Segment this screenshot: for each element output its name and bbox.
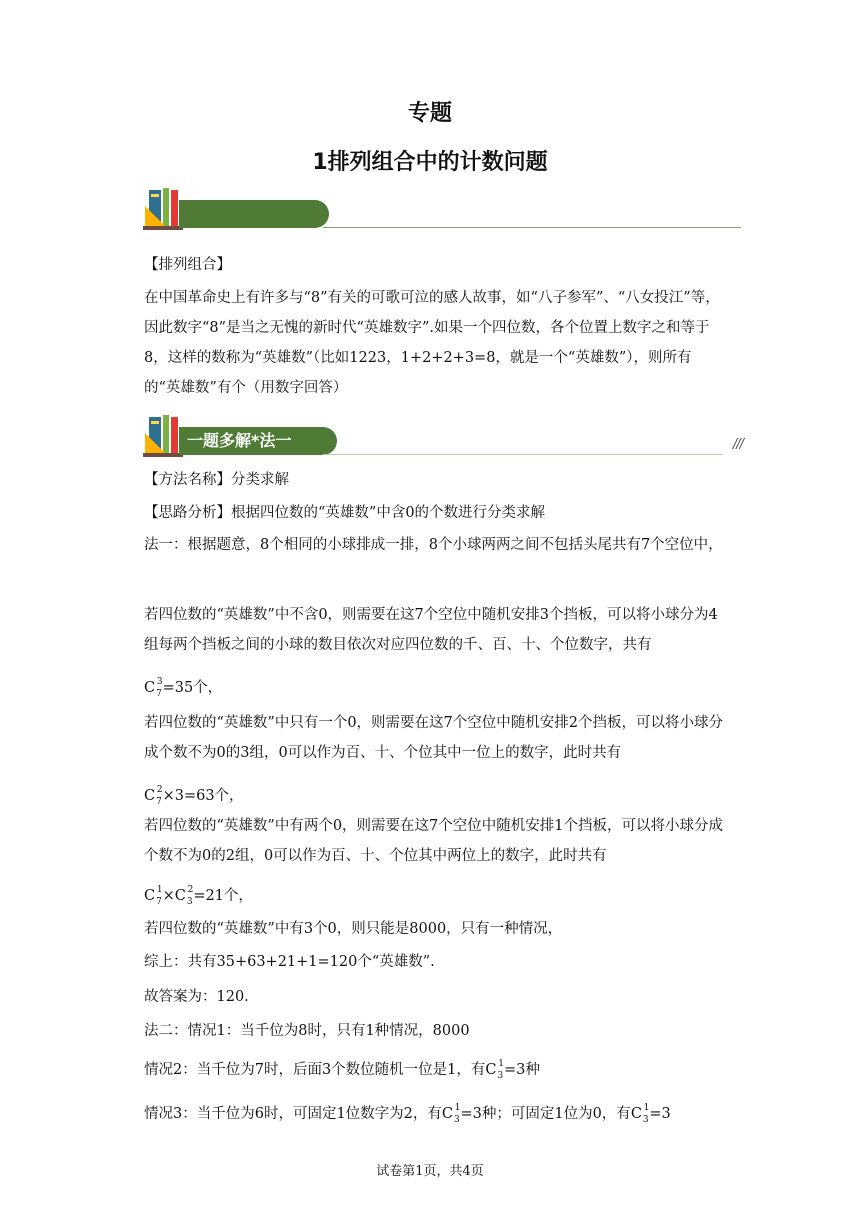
slash-mark: /// (732, 437, 743, 452)
solution-p8: 法二：情况1：当千位为8时，只有1种情况，8000 (144, 1023, 470, 1039)
formula-1-text: =35个， (162, 680, 223, 696)
divider-line (323, 227, 741, 228)
method-name: 【方法名称】分类求解 (144, 472, 289, 488)
banner-label: 一题多解*法一 (179, 427, 337, 455)
formula-2 (144, 784, 244, 807)
page-footer: 试卷第1页，共4页 (376, 1164, 484, 1179)
comb-symbol: $C_7^3$ (144, 677, 163, 699)
comb-symbol: $C_3^1$ (441, 1103, 461, 1125)
page-title-line2: 1排列组合中的计数问题 (312, 150, 548, 175)
divider-line (323, 454, 723, 455)
formula-3-text: =21个， (193, 888, 253, 904)
solution-p4: 若四位数的“英雄数”中有两个0，则需要在这7个空位中随机安排1个挡板，可以将小球分成个数不为0的2组，0可以作为百、十、个位其中两位上的数字，此时共有 (144, 818, 723, 864)
solution-p5: 若四位数的“英雄数”中有3个0，则只能是8000，只有一种情况， (144, 921, 563, 937)
formula-1 (144, 676, 222, 699)
formula-3: $C_7^1\times C_3^2=21$个， (144, 885, 253, 907)
solution-p9: 情况2：当千位为7时，后面3个数位随机一位是1，有$C_3^1=3$种 (144, 1059, 540, 1081)
solution-p6: 综上：共有35+63+21+1=120个“英雄数”. (144, 954, 435, 970)
section-banner (143, 186, 743, 232)
problem-text: 在中国革命史上有许多与“8”有关的可歌可泣的感人故事，如“八子参军”、“八女投江”等，因此数字“8”是当之无愧的新时代“英雄数字”.如果一个四位数，各个位置上数字之和等于8，这样的数称为“英雄数”（比如1223，1+2+2+3=8，就是一个“英雄数”），则所有的“英雄数”有个（用数字回答） (144, 290, 720, 396)
comb-symbol: $C_3^1$ (630, 1103, 650, 1125)
solution-p1: 法一：根据题意，8个相同的小球排成一排，8个小球两两之间不包括头尾共有7个空位中， (144, 537, 723, 553)
banner-bar (179, 200, 329, 228)
solution-p10: 情况3：当千位为6时，可固定1位数字为2，有$C_3^1=3$种；可固定1位为0，有$C_3^1=3$ (144, 1103, 671, 1125)
method-banner (143, 413, 743, 459)
comb-symbol: $C_3^1$ (485, 1059, 504, 1081)
comb-symbol: $C_7^1$ (144, 885, 163, 907)
page-title-line1: 专题 (407, 101, 452, 126)
analysis-line: 【思路分析】根据四位数的“英雄数”中含0的个数进行分类求解 (144, 505, 546, 521)
section-tag: 【排列组合】 (144, 257, 231, 273)
solution-p3: 若四位数的“英雄数”中只有一个0，则需要在这7个空位中随机安排2个挡板，可以将小球分成个数不为0的3组，0可以作为百、十、个位其中一位上的数字，此时共有 (144, 715, 723, 761)
solution-p7: 故答案为：120. (144, 989, 249, 1005)
formula-2-text: ×3=63个， (162, 788, 244, 804)
solution-p2: 若四位数的“英雄数”中不含0，则需要在这7个空位中随机安排3个挡板，可以将小球分为4组每两个挡板之间的小球的数目依次对应四位数的千、百、十、个位数字，共有 (144, 607, 718, 653)
comb-symbol: $C_7^2$ (144, 785, 163, 807)
comb-symbol: $C_3^2$ (174, 885, 194, 907)
